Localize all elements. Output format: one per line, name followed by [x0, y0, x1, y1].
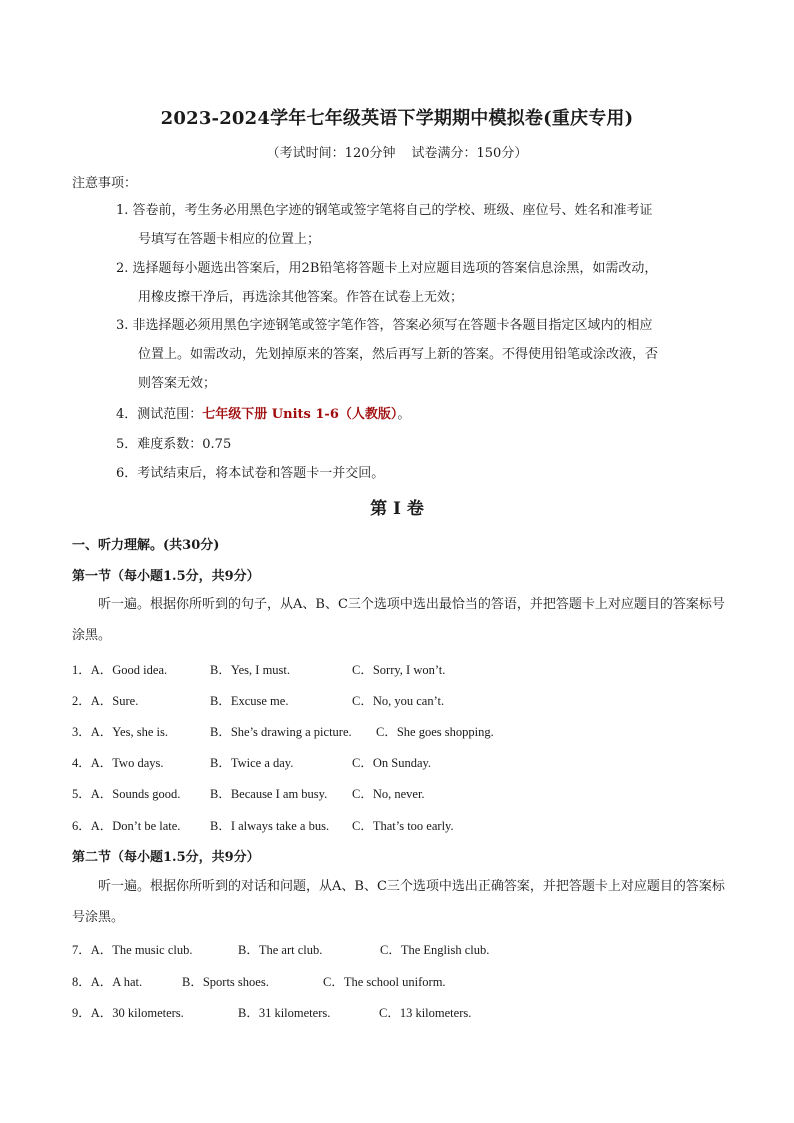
- option-b: B．Twice a day.: [210, 756, 294, 770]
- note-text-line2: 位置上。如需改动，先划掉原来的答案，然后再写上新的答案。不得使用铅笔或涂改液，否: [138, 347, 659, 362]
- option-b: B．I always take a bus.: [210, 819, 330, 833]
- note-4-suffix: 。: [397, 407, 411, 422]
- question-row: [72, 753, 432, 771]
- question-row: [72, 784, 425, 802]
- exam-info: [0, 142, 794, 161]
- section-1-heading: 第一节（每小题1.5分，共9分）: [72, 569, 260, 584]
- question-row: [72, 972, 446, 990]
- option-c: C．The school uniform.: [323, 975, 446, 989]
- question-row: [72, 940, 490, 958]
- option-b: B．She’s drawing a picture.: [210, 725, 352, 739]
- notice-label: 注意事项：: [72, 176, 138, 191]
- option-c: C．That’s too early.: [352, 819, 454, 833]
- note-6: 6．考试结束后，将本试卷和答题卡一并交回。: [116, 466, 385, 481]
- exam-score: 试卷满分：150分）: [411, 146, 528, 161]
- option-a: 7．A．The music club.: [72, 943, 193, 957]
- volume-heading: 第 I 卷: [370, 499, 424, 519]
- question-row: [72, 816, 454, 834]
- part-1-heading: 一、听力理解。(共30分): [72, 538, 220, 553]
- option-c: C．The English club.: [380, 943, 490, 957]
- question-row: [72, 691, 445, 709]
- note-1: [116, 196, 653, 254]
- option-c: C．No, you can’t.: [352, 694, 445, 708]
- option-a: 9．A．30 kilometers.: [72, 1006, 184, 1020]
- note-5: 5．难度系数：0.75: [116, 437, 232, 452]
- option-a: 4．A．Two days.: [72, 756, 164, 770]
- note-text-line1: 答卷前，考生务必用黑色字迹的钢笔或签字笔将自己的学校、班级、座位号、姓名和准考证: [132, 203, 653, 218]
- option-a: 3．A．Yes, she is.: [72, 725, 168, 739]
- option-b: B．Excuse me.: [210, 694, 289, 708]
- option-b: B．The art club.: [238, 943, 323, 957]
- page-title: 2023-2024学年七年级英语下学期期中模拟卷(重庆专用): [160, 108, 634, 129]
- note-text-line1: 非选择题必须用黑色字迹钢笔或签字笔作答，答案必须写在答题卡各题目指定区域内的相应: [132, 318, 653, 333]
- option-c: C．She goes shopping.: [376, 725, 494, 739]
- option-c: C．No, never.: [352, 787, 425, 801]
- note-text-line2: 号填写在答题卡相应的位置上；: [138, 232, 321, 247]
- option-b: B．Yes, I must.: [210, 663, 290, 677]
- note-number: 1.: [116, 203, 129, 218]
- option-c: C．On Sunday.: [352, 756, 432, 770]
- exam-time: （考试时间：120分钟: [266, 146, 396, 161]
- option-a: 1．A．Good idea.: [72, 663, 168, 677]
- note-4: [116, 403, 410, 422]
- note-text-line1: 选择题每小题选出答案后，用2B铅笔将答题卡上对应题目选项的答案信息涂黑，如需改动，: [132, 261, 658, 276]
- option-b: B．31 kilometers.: [238, 1006, 331, 1020]
- section-1-instruction: 听一遍。根据你所听到的句子，从A、B、C三个选项中选出最恰当的答语，并把答题卡上对应题目的答案标号涂黑。: [72, 597, 725, 643]
- option-b: B．Sports shoes.: [182, 975, 269, 989]
- option-a: 2．A．Sure.: [72, 694, 139, 708]
- option-c: C．Sorry, I won’t.: [352, 663, 446, 677]
- option-b: B．Because I am busy.: [210, 787, 328, 801]
- note-2: [116, 254, 657, 312]
- test-range: 七年级下册 Units 1-6（人教版）: [202, 407, 398, 422]
- note-3: [116, 311, 658, 398]
- note-number: 2.: [116, 261, 129, 276]
- note-text-line2: 用橡皮擦干净后，再选涂其他答案。作答在试卷上无效；: [138, 290, 464, 305]
- question-row: [72, 1003, 472, 1021]
- note-4-prefix: 4．测试范围：: [116, 407, 203, 422]
- question-row: [72, 660, 446, 678]
- note-text-line3: 则答案无效；: [138, 376, 217, 391]
- question-row: [72, 722, 494, 740]
- section-2-heading: 第二节（每小题1.5分，共9分）: [72, 850, 260, 865]
- option-c: C．13 kilometers.: [379, 1006, 472, 1020]
- option-a: 8．A．A hat.: [72, 975, 143, 989]
- section-2-instruction: 听一遍。根据你所听到的对话和问题，从A、B、C三个选项中选出正确答案，并把答题卡上对应题目的答案标号涂黑。: [72, 879, 725, 925]
- note-number: 3.: [116, 318, 129, 333]
- option-a: 6．A．Don’t be late.: [72, 819, 181, 833]
- option-a: 5．A．Sounds good.: [72, 787, 181, 801]
